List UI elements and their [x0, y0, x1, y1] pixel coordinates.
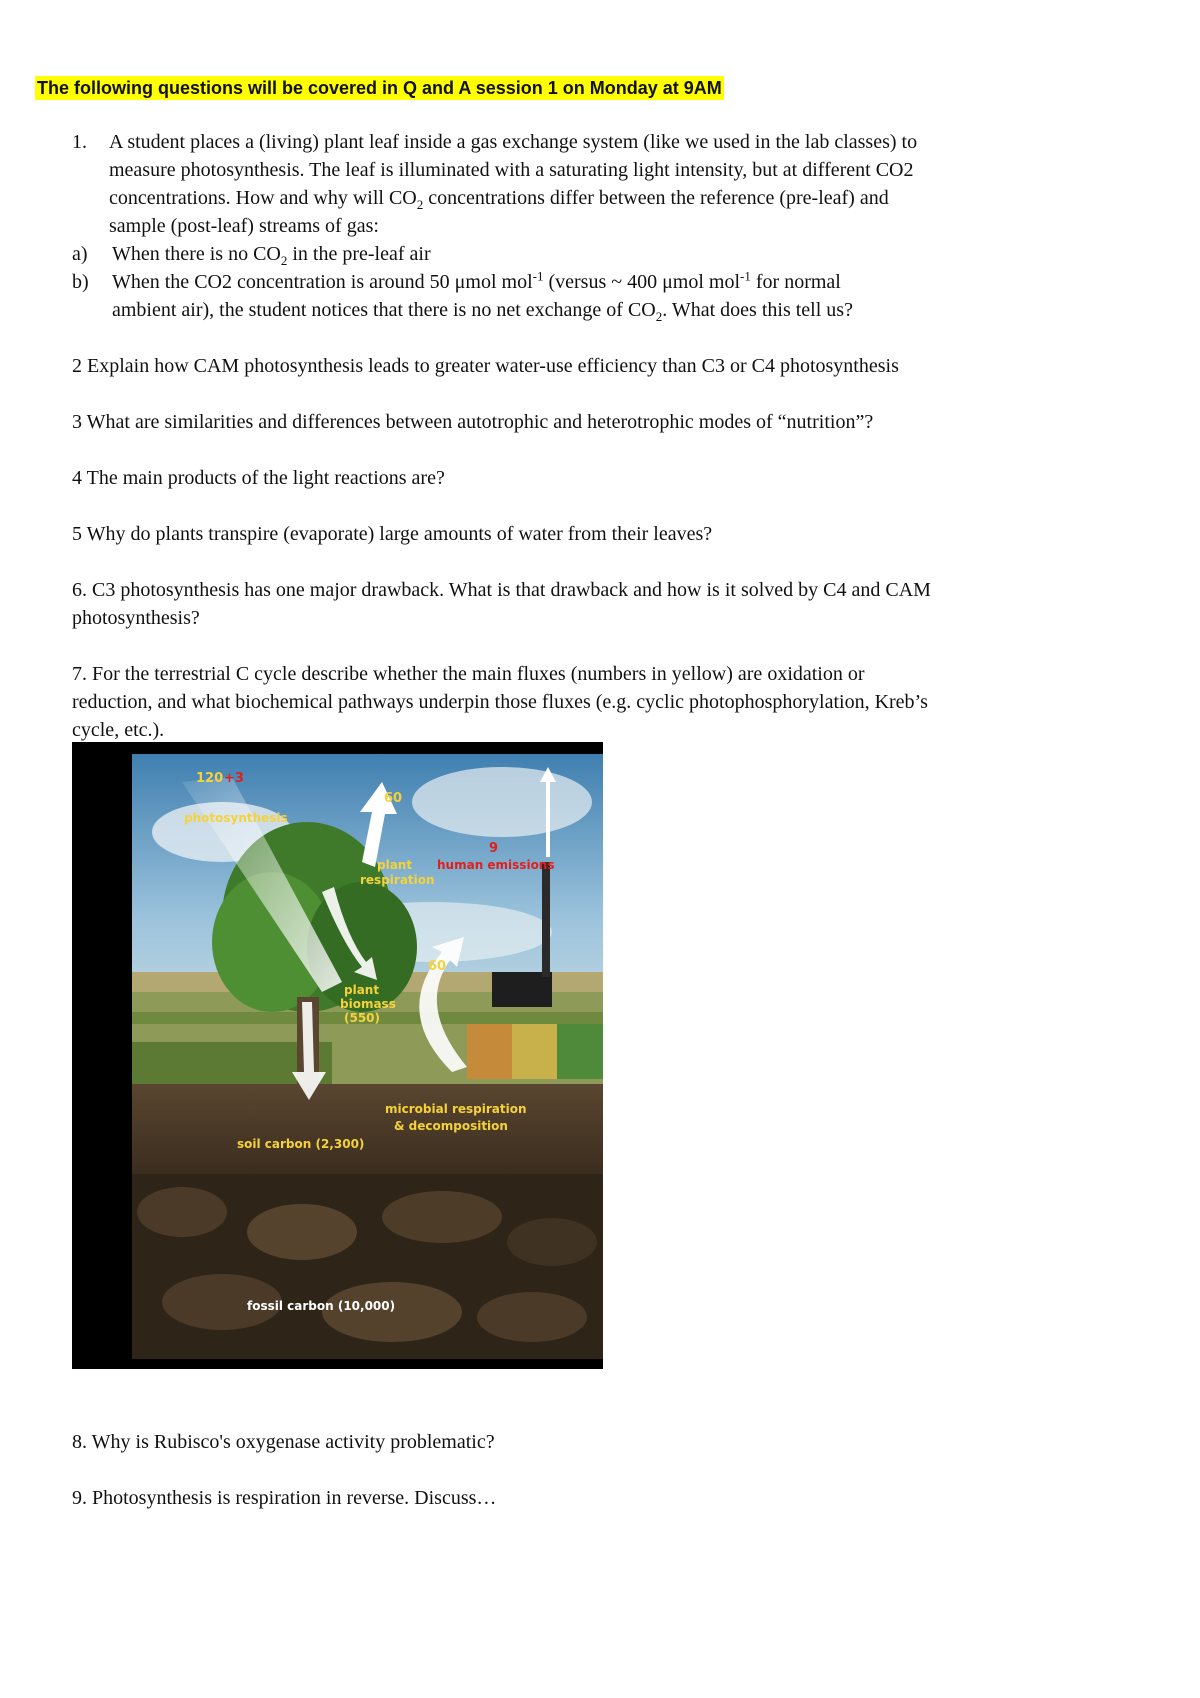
flux-plus3-label: +3 [224, 771, 244, 786]
question-1-number: 1. [72, 131, 87, 153]
human-emissions-label: human emissions [437, 858, 555, 872]
carbon-cycle-illustration [72, 742, 603, 1369]
flux-9-label: 9 [489, 841, 499, 856]
question-7: 7. For the terrestrial C cycle describe whether the main fluxes (numbers in yellow) are oxidation or reduction, and what biochemical pathways underpin those fluxes (e.g. cyclic photophosphorylation, Kreb’s cycle, etc.). [72, 663, 928, 741]
fossil-carbon-label: fossil carbon (10,000) [247, 1299, 396, 1313]
green-grass [557, 1024, 603, 1079]
question-6: 6. C3 photosynthesis has one major drawback. What is that drawback and how is it solved by C4 and CAM photosynthesis? [72, 579, 931, 629]
question-1a-label: a) [72, 243, 88, 265]
question-1b-label: b) [72, 271, 89, 293]
microbial-respiration-label-2: & decomposition [394, 1119, 508, 1133]
rock [382, 1191, 502, 1243]
photosynthesis-label: photosynthesis [184, 811, 288, 825]
plant-respiration-label-1: plant [377, 858, 413, 872]
question-1b-text: When the CO2 concentration is around 50 μmol mol$^{-1}$ (versus ~ 400 μmol mol$^{-1}$ for normal ambient air), the student notices that there is no net exchange of $CO_2$. What does this tell us? [112, 268, 853, 324]
flux-120-label: 120 [196, 771, 224, 786]
question-5: 5 Why do plants transpire (evaporate) large amounts of water from their leaves? [72, 523, 713, 545]
question-1a-text: When there is no $CO_2$ in the pre-leaf air [112, 243, 431, 268]
microbial-respiration-label-1: microbial respiration [385, 1102, 527, 1116]
carbon-cycle-figure [72, 742, 603, 1369]
question-9: 9. Photosynthesis is respiration in reverse. Discuss… [72, 1487, 497, 1509]
plant-biomass-label-1: plant [344, 983, 380, 997]
question-2: 2 Explain how CAM photosynthesis leads to greater water-use efficiency than C3 or C4 photosynthesis [72, 355, 899, 377]
soil-carbon-label: soil carbon (2,300) [237, 1137, 365, 1151]
session-heading: The following questions will be covered in Q and A session 1 on Monday at 9AM [37, 78, 722, 98]
cloud [412, 767, 592, 837]
factory-chimney [542, 862, 550, 977]
flux-60-top-label: 60 [384, 791, 403, 806]
dry-grass [467, 1024, 512, 1079]
q1-line-1: A student places a (living) plant leaf inside a gas exchange system (like we used in the lab classes) to [109, 131, 918, 153]
question-3: 3 What are similarities and differences between autotrophic and heterotrophic modes of “nutrition”? [72, 411, 874, 433]
plant-respiration-label-2: respiration [360, 873, 435, 887]
rock [477, 1292, 587, 1342]
rock [507, 1218, 597, 1266]
q1-line-3: concentrations. How and why will $CO_2$ concentrations differ between the reference (pre-leaf) and [109, 187, 889, 212]
question-1a [72, 240, 1072, 268]
rock [137, 1187, 227, 1237]
q1-line-2: measure photosynthesis. The leaf is illuminated with a saturating light intensity, but at different CO2 [109, 159, 914, 181]
rock [247, 1204, 357, 1260]
question-1-text [109, 128, 1129, 240]
factory [492, 972, 552, 1007]
grass [512, 1024, 557, 1079]
q1-line-4: sample (post-leaf) streams of gas: [109, 215, 379, 237]
flux-60-mid-label: 60 [428, 959, 447, 974]
question-1b [72, 268, 1112, 324]
soil-layer [132, 1084, 603, 1174]
plant-biomass-label-2: biomass [340, 997, 396, 1011]
plant-biomass-label-3: (550) [344, 1011, 381, 1025]
question-8: 8. Why is Rubisco's oxygenase activity problematic? [72, 1431, 495, 1453]
question-4: 4 The main products of the light reactions are? [72, 467, 445, 489]
